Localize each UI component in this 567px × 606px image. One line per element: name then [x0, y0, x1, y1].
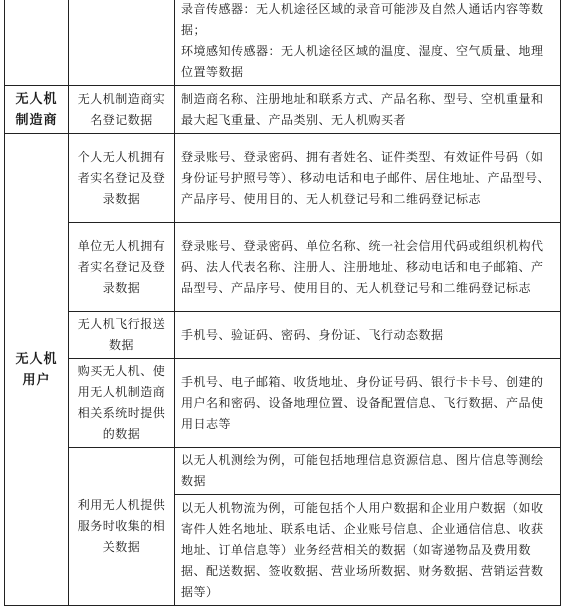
subcategory-cell: 无人机制造商实名登记数据: [69, 86, 175, 134]
data-description-cell: 以无人机测绘为例，可能包括地理信息资源信息、图片信息等测绘数据: [175, 448, 561, 495]
data-description-cell: 手机号、电子邮箱、收货地址、身份证号码、银行卡卡号、创建的用户名和密码、设备地理位置、设备配置信息、飞行数据、产品使用日志等: [175, 359, 561, 448]
subcategory-cell: 无人机飞行报送数据: [69, 312, 175, 359]
subcategory-cell: 单位无人机拥有者实名登记及登录数据: [69, 223, 175, 312]
subcategory-cell: 利用无人机提供服务时收集的相关数据: [69, 448, 175, 606]
subcategory-cell: 个人无人机拥有者实名登记及登录数据: [69, 134, 175, 223]
data-table-container: [4, 0, 561, 606]
table-row: [5, 0, 561, 86]
category-manufacturer: 无人机制造商: [5, 86, 69, 134]
data-description-cell: 登录账号、登录密码、拥有者姓名、证件类型、有效证件号码（如身份证号护照号等）、移动电话和电子邮件、居住地址、产品型号、产品序号、使用目的、无人机登记号和二维码登记标志: [175, 134, 561, 223]
table-row: [5, 223, 561, 312]
category-cell-empty: [5, 0, 69, 86]
drone-data-table: [4, 0, 561, 606]
table-row: [5, 134, 561, 223]
subcategory-cell: 购买无人机、使用无人机制造商相关系统时提供的数据: [69, 359, 175, 448]
sensor-environment-text: 环境感知传感器：无人机途径区域的温度、湿度、空气质量、地理位置等数据: [181, 44, 544, 79]
table-row: [5, 448, 561, 495]
category-user: 无人机用户: [5, 134, 69, 606]
table-row: [5, 86, 561, 134]
data-description-cell: 登录账号、登录密码、单位名称、统一社会信用代码或组织机构代码、法人代表名称、注册人、注册地址、移动电话和电子邮箱、产品型号、产品序号、使用目的、无人机登记号和二维码登记标志: [175, 223, 561, 312]
data-description-cell: 手机号、验证码、密码、身份证、飞行动态数据: [175, 312, 561, 359]
table-row: [5, 359, 561, 448]
data-description-cell: 制造商名称、注册地址和联系方式、产品名称、型号、空机重量和最大起飞重量、产品类别、无人机购买者: [175, 86, 561, 134]
data-description-cell: [175, 0, 561, 86]
table-row: [5, 312, 561, 359]
subcategory-cell-empty: [69, 0, 175, 86]
sensor-audio-text: 录音传感器：无人机途径区域的录音可能涉及自然人通话内容等数据；: [181, 2, 544, 37]
data-description-cell: 以无人机物流为例，可能包括个人用户数据和企业用户数据（如收寄件人姓名地址、联系电话、企业账号信息、企业通信信息、收获地址、订单信息等）业务经营相关的数据（如寄递物品及费用数据、配送数据、签收数据、营业场所数据、财务数据、营销运营数据等）: [175, 495, 561, 606]
